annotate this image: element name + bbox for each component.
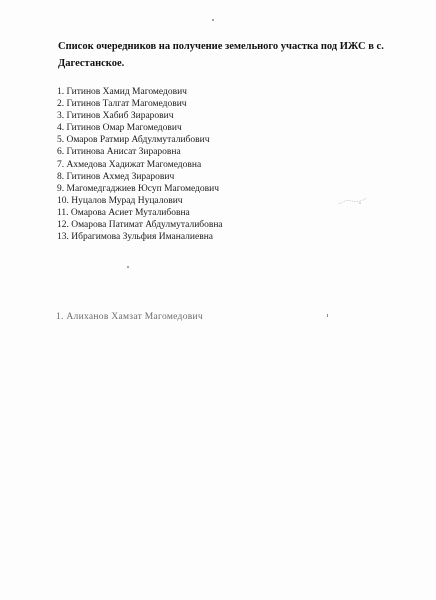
scan-smudge — [338, 196, 368, 206]
list-item: 10. Нуцалов Мурад Нуцалович — [57, 195, 183, 206]
list-item: 7. Ахмедова Хадижат Магомедовна — [57, 159, 202, 170]
list-item: 8. Гитинов Ахмед Зирарович — [57, 171, 175, 182]
applicant-list — [57, 86, 223, 243]
scan-speck — [127, 266, 129, 268]
list-item: 11. Омарова Асиет Муталибовна — [57, 207, 190, 218]
list-item: 4. Гитинов Омар Магомедович — [57, 123, 182, 134]
document-heading: Список очередников на получение земельного участка под ИЖС в с. Дагестанское. — [58, 41, 384, 69]
list-item: 2. Гитинов Талгат Магомедович — [57, 99, 187, 110]
scan-speck — [327, 314, 328, 317]
list-item: 3. Гитинов Хабиб Зирарович — [57, 111, 174, 122]
list-item: 1. Гитинов Хамид Магомедович — [57, 87, 187, 97]
list-item: 9. Магомедгаджиев Юсуп Магомедович — [57, 183, 219, 194]
list-item: 13. Ибрагимова Зульфия Иманалиевна — [57, 232, 213, 243]
list-item: 12. Омарова Патимат Абдулмуталибовна — [57, 220, 223, 231]
list-item: 6. Гитинова Анисат Зирaровна — [57, 147, 181, 158]
scan-speck — [212, 19, 214, 21]
list-item: 5. Омаров Ратмир Абдулмуталибович — [57, 135, 210, 146]
truncated-text-line — [56, 312, 331, 322]
truncated-text: 1. Алиханов Хамзат Магомедович — [56, 312, 203, 322]
